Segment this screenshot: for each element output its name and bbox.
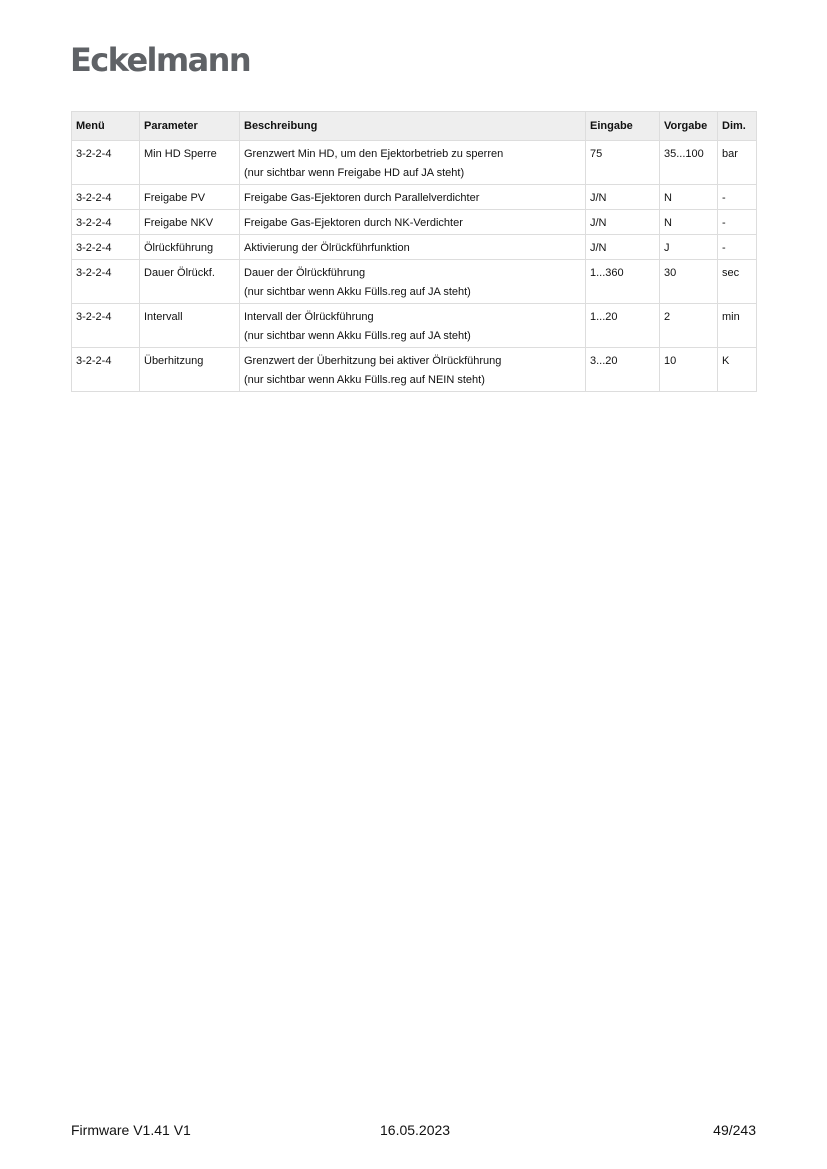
menu-cell: 3-2-2-4 (72, 348, 140, 392)
menu-cell: 3-2-2-4 (72, 210, 140, 235)
default-cell: 35...100 (660, 141, 718, 185)
description-cell (240, 235, 586, 260)
default-cell: 30 (660, 260, 718, 304)
input-cell: J/N (586, 235, 660, 260)
dim-cell: - (718, 185, 757, 210)
parameter-cell: Ölrückführung (140, 235, 240, 260)
company-logo: Eckelmann (70, 41, 251, 79)
column-header-description: Beschreibung (240, 112, 586, 141)
input-cell: 75 (586, 141, 660, 185)
table-row (72, 304, 757, 348)
menu-cell: 3-2-2-4 (72, 304, 140, 348)
description-note: (nur sichtbar wenn Freigabe HD auf JA steht) (244, 167, 465, 179)
dim-cell: K (718, 348, 757, 392)
description-text: Freigabe Gas-Ejektoren durch NK-Verdichter (244, 217, 463, 229)
description-cell (240, 141, 586, 185)
column-header-menu: Menü (72, 112, 140, 141)
parameter-cell: Intervall (140, 304, 240, 348)
dim-cell: sec (718, 260, 757, 304)
description-note: (nur sichtbar wenn Akku Fülls.reg auf JA steht) (244, 286, 471, 298)
table-row (72, 348, 757, 392)
footer-date: 16.05.2023 (380, 1122, 451, 1138)
column-header-default: Vorgabe (660, 112, 718, 141)
description-cell (240, 348, 586, 392)
description-text: Grenzwert Min HD, um den Ejektorbetrieb zu sperren (244, 148, 504, 160)
default-cell: N (660, 185, 718, 210)
default-cell: J (660, 235, 718, 260)
footer-page-number: 49/243 (713, 1122, 756, 1138)
description-text: Freigabe Gas-Ejektoren durch Parallelverdichter (244, 192, 480, 204)
description-cell (240, 304, 586, 348)
parameter-table (71, 111, 757, 392)
table-header-row (72, 112, 757, 141)
table-row (72, 141, 757, 185)
description-text: Intervall der Ölrückführung (244, 311, 374, 323)
parameter-cell: Freigabe PV (140, 185, 240, 210)
parameter-cell: Überhitzung (140, 348, 240, 392)
input-cell: 3...20 (586, 348, 660, 392)
description-note: (nur sichtbar wenn Akku Fülls.reg auf JA steht) (244, 330, 471, 342)
table-row (72, 210, 757, 235)
description-text: Dauer der Ölrückführung (244, 267, 366, 279)
menu-cell: 3-2-2-4 (72, 185, 140, 210)
parameter-cell: Min HD Sperre (140, 141, 240, 185)
dim-cell: bar (718, 141, 757, 185)
column-header-parameter: Parameter (140, 112, 240, 141)
input-cell: 1...360 (586, 260, 660, 304)
table-row (72, 235, 757, 260)
description-note: (nur sichtbar wenn Akku Fülls.reg auf NEIN steht) (244, 374, 485, 386)
input-cell: 1...20 (586, 304, 660, 348)
description-text: Aktivierung der Ölrückführfunktion (244, 242, 410, 254)
description-cell (240, 185, 586, 210)
table-row (72, 260, 757, 304)
table-row (72, 185, 757, 210)
dim-cell: min (718, 304, 757, 348)
menu-cell: 3-2-2-4 (72, 141, 140, 185)
default-cell: 2 (660, 304, 718, 348)
default-cell: N (660, 210, 718, 235)
dim-cell: - (718, 210, 757, 235)
parameter-cell: Freigabe NKV (140, 210, 240, 235)
column-header-dim: Dim. (718, 112, 757, 141)
dim-cell: - (718, 235, 757, 260)
parameter-cell: Dauer Ölrückf. (140, 260, 240, 304)
input-cell: J/N (586, 210, 660, 235)
footer-firmware-version: Firmware V1.41 V1 (71, 1122, 191, 1138)
description-cell (240, 210, 586, 235)
menu-cell: 3-2-2-4 (72, 260, 140, 304)
input-cell: J/N (586, 185, 660, 210)
menu-cell: 3-2-2-4 (72, 235, 140, 260)
column-header-input: Eingabe (586, 112, 660, 141)
description-cell (240, 260, 586, 304)
default-cell: 10 (660, 348, 718, 392)
description-text: Grenzwert der Überhitzung bei aktiver Ölrückführung (244, 355, 502, 367)
